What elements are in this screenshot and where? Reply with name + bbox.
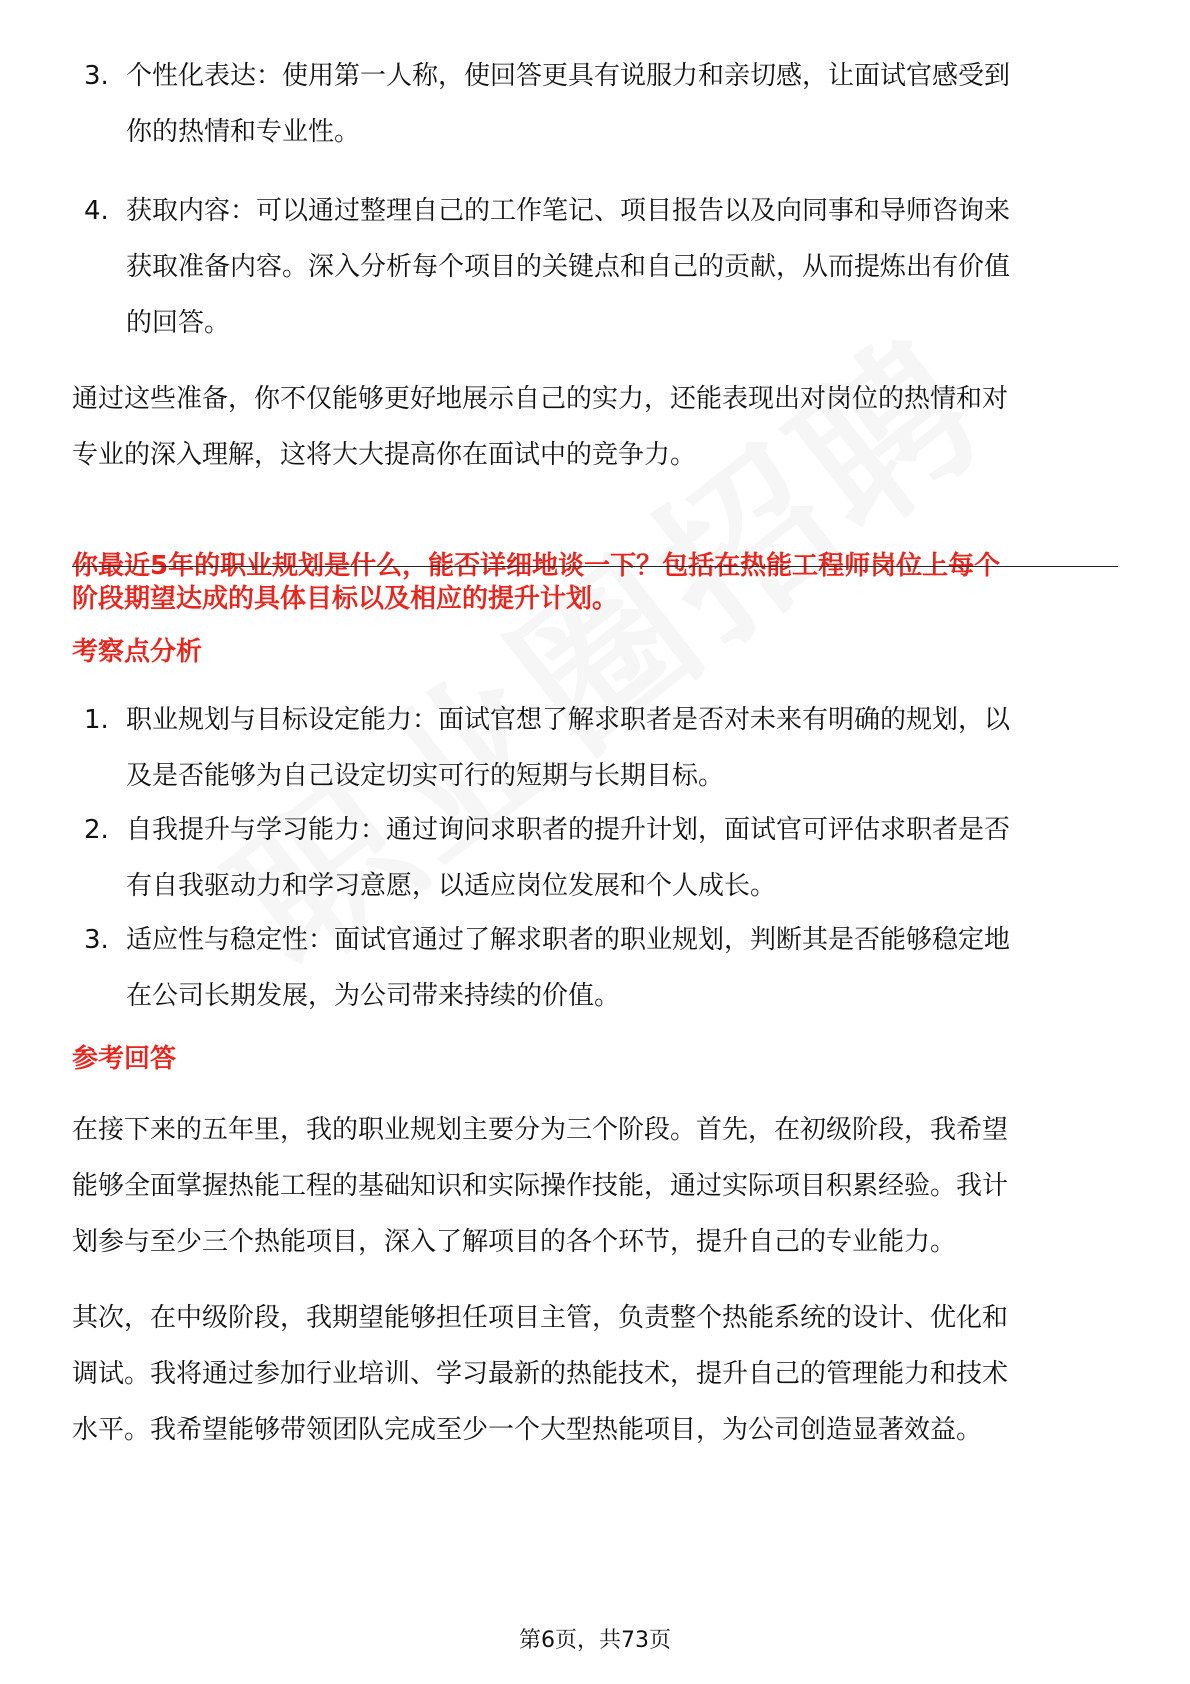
reference-paragraph <box>72 1102 1118 1270</box>
list-item <box>72 692 1172 804</box>
list-item <box>72 48 1172 160</box>
section-divider <box>72 566 1118 567</box>
list-item <box>72 183 1172 351</box>
list-line: 获取准备内容。深入分析每个项目的关键点和自己的贡献，从而提炼出有价值 <box>126 252 1011 282</box>
list-number: 1. <box>84 705 109 735</box>
list-number: 3. <box>84 925 109 955</box>
paragraph-line: 划参与至少三个热能项目，深入了解项目的各个环节，提升自己的专业能力。 <box>72 1227 957 1257</box>
paragraph-line: 在接下来的五年里，我的职业规划主要分为三个阶段。首先，在初级阶段，我希望 <box>72 1115 1009 1145</box>
list-line: 有自我驱动力和学习意愿，以适应岗位发展和个人成长。 <box>126 871 777 901</box>
reference-paragraph <box>72 1290 1118 1458</box>
question-line: 阶段期望达成的具体目标以及相应的提升计划。 <box>72 584 619 614</box>
paragraph-line: 水平。我希望能够带领团队完成至少一个大型热能项目，为公司创造显著效益。 <box>72 1415 983 1445</box>
summary-paragraph <box>72 371 1118 483</box>
list-item <box>72 912 1172 1024</box>
paragraph-line: 其次，在中级阶段，我期望能够担任项目主管，负责整个热能系统的设计、优化和 <box>72 1303 1009 1333</box>
list-number: 4. <box>84 196 109 226</box>
list-line: 个性化表达：使用第一人称，使回答更具有说服力和亲切感，让面试官感受到 <box>126 61 1011 91</box>
list-line: 你的热情和专业性。 <box>126 117 361 147</box>
section-heading-reference: 参考回答 <box>72 1044 177 1074</box>
list-number: 2. <box>84 815 109 845</box>
list-line: 职业规划与目标设定能力：面试官想了解求职者是否对未来有明确的规划，以 <box>126 705 1011 735</box>
paragraph-line: 通过这些准备，你不仅能够更好地展示自己的实力，还能表现出对岗位的热情和对 <box>72 384 1009 414</box>
list-line: 适应性与稳定性：面试官通过了解求职者的职业规划，判断其是否能够稳定地 <box>126 925 1011 955</box>
list-line: 及是否能够为自己设定切实可行的短期与长期目标。 <box>126 761 725 791</box>
paragraph-line: 专业的深入理解，这将大大提高你在面试中的竞争力。 <box>72 440 697 470</box>
paragraph-line: 能够全面掌握热能工程的基础知识和实际操作技能，通过实际项目积累经验。我计 <box>72 1171 1009 1201</box>
list-number: 3. <box>84 61 109 91</box>
section-heading-analysis: 考察点分析 <box>72 637 203 667</box>
list-line: 在公司长期发展，为公司带来持续的价值。 <box>126 981 621 1011</box>
list-line: 的回答。 <box>126 308 231 338</box>
list-item <box>72 802 1172 914</box>
question-line: 你最近5年的职业规划是什么，能否详细地谈一下？包括在热能工程师岗位上每个 <box>72 551 1001 581</box>
list-line: 自我提升与学习能力：通过询问求职者的提升计划，面试官可评估求职者是否 <box>126 815 1011 845</box>
list-line: 获取内容：可以通过整理自己的工作笔记、项目报告以及向同事和导师咨询来 <box>126 196 1011 226</box>
question-heading <box>72 550 1118 616</box>
paragraph-line: 调试。我将通过参加行业培训、学习最新的热能技术，提升自己的管理能力和技术 <box>72 1359 1009 1389</box>
page-footer: 第6页，共73页 <box>519 1628 671 1653</box>
